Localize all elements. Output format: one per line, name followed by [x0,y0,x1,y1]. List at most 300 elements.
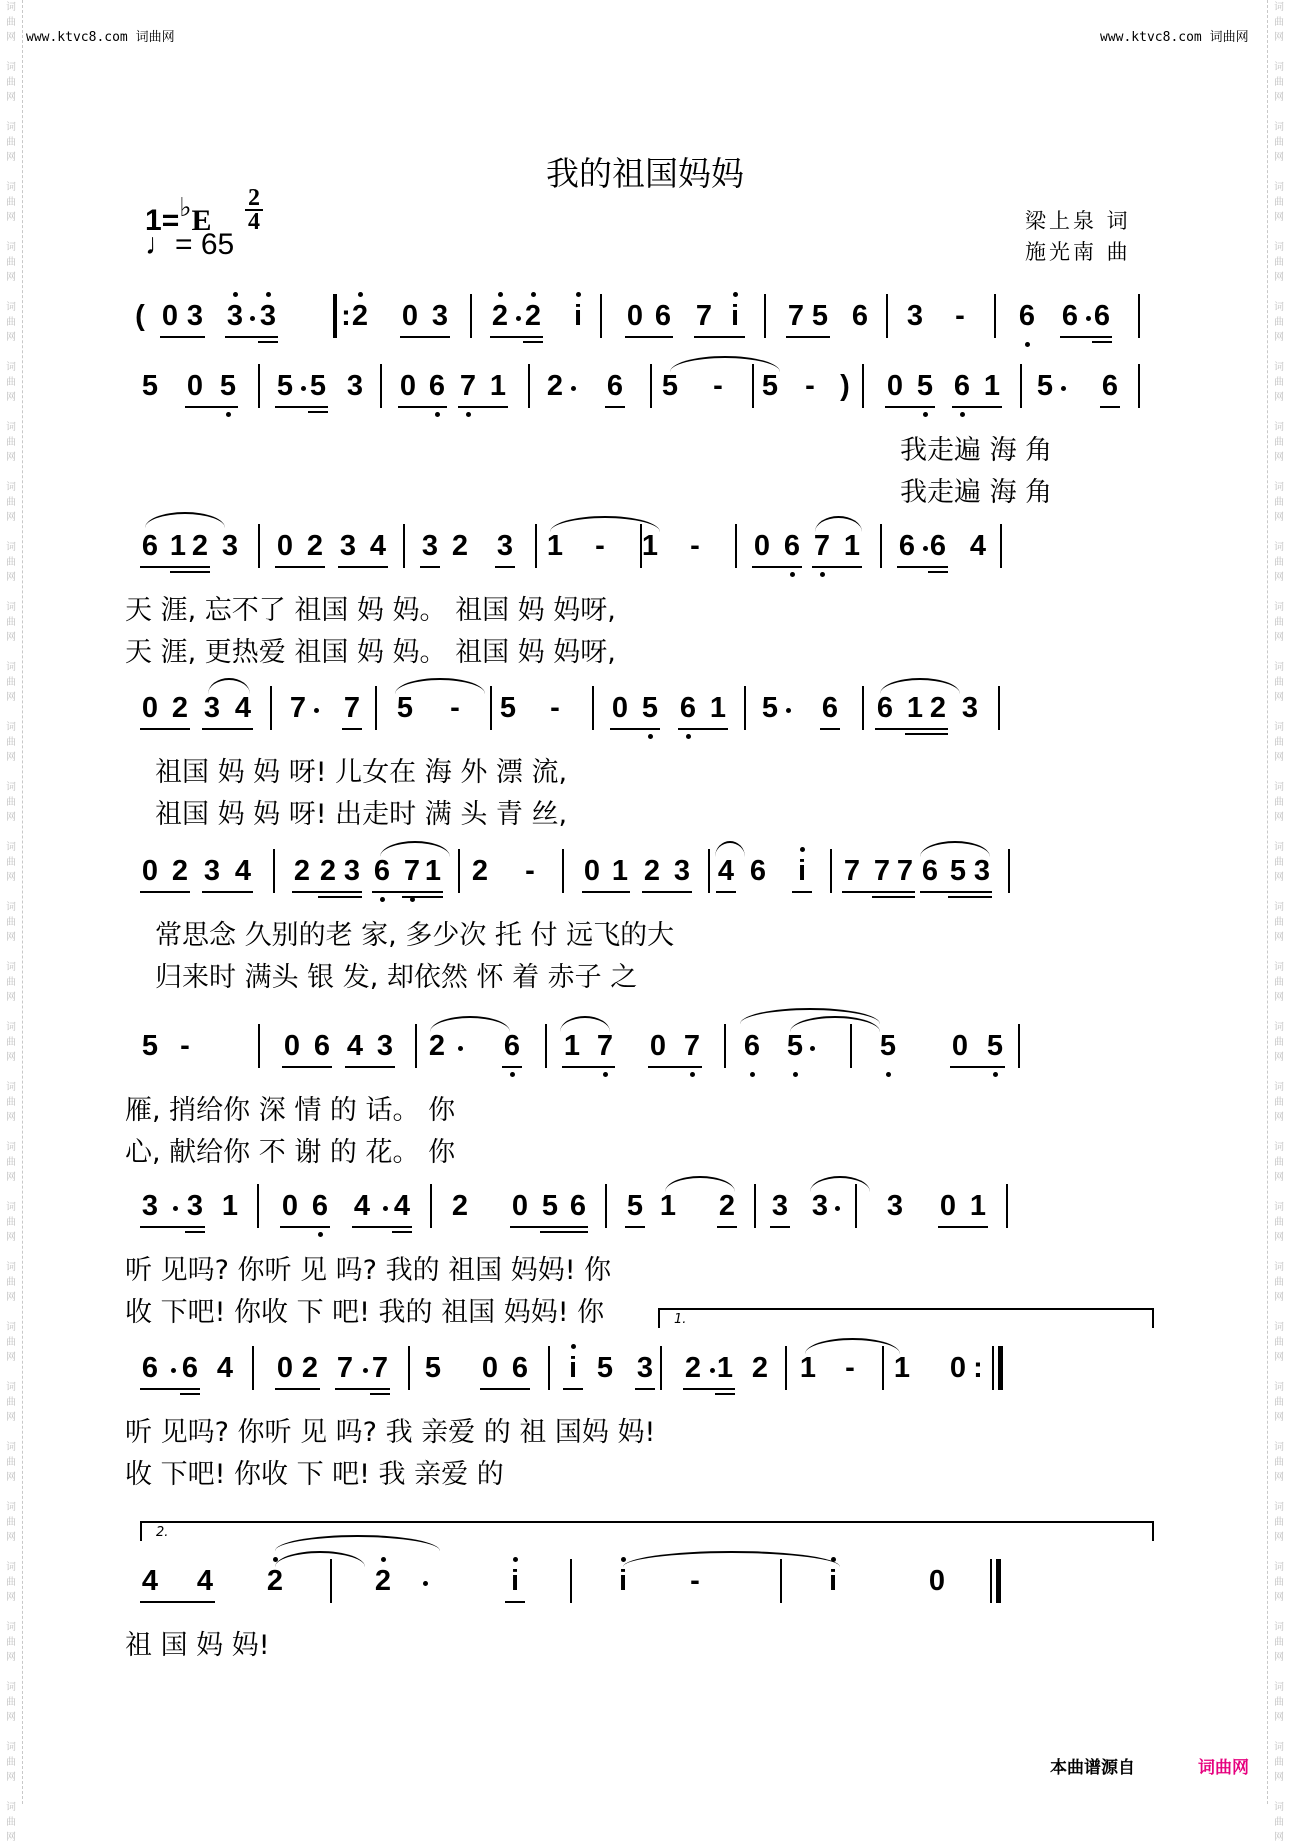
beam-underline [1092,341,1112,343]
note: 6 [749,855,767,887]
augmentation-dot [786,708,791,713]
note: 2 [171,692,189,724]
beam-underline [458,406,508,408]
note: 4 [369,530,387,562]
note: 5 [396,692,414,724]
note: 0 [141,692,159,724]
note: 6 [1061,300,1079,332]
bar-line [258,1024,260,1068]
octave-up-dot [381,1557,386,1562]
note: 0 [949,1352,967,1384]
bar-line [528,364,530,408]
watermark-text: 词 曲 网 [6,902,16,943]
note: 7 [596,1030,614,1062]
watermark-text: 词 曲 网 [6,422,16,463]
beam-underline [842,891,915,893]
watermark-text: 词 曲 网 [6,722,16,763]
note: 7 [371,1352,389,1384]
watermark-text: 词 曲 网 [6,782,16,823]
note: 1 [563,1030,581,1062]
note: 2 [546,370,564,402]
note: 3 [961,692,979,724]
note: 2 [293,855,311,887]
note: - [525,855,535,887]
note: 4 [969,530,987,562]
bar-line [562,849,564,893]
augmentation-dot [171,1368,176,1373]
note: 4 [346,1030,364,1062]
note: 0 [649,1030,667,1062]
note: 6 [783,530,801,562]
bar-line [1020,364,1022,408]
beam-underline [694,336,745,338]
beam-underline [140,728,190,730]
note: 1 [893,1352,911,1384]
bar-line [605,1184,607,1228]
footer-source-label: 本曲谱源自 [1050,1758,1135,1778]
watermark-text: 词 曲 网 [1274,2,1284,43]
note: 1 [983,370,1001,402]
bar-line [992,1346,994,1390]
bar-line [996,1559,1001,1603]
note: 3 [906,300,924,332]
beam-underline [523,341,543,343]
beam-underline [820,728,840,730]
note: 0 [186,370,204,402]
note: - [690,1565,700,1597]
bar-line [273,849,275,893]
lyric-text: 我走遍 海 角 [900,477,1053,508]
beam-underline [770,1226,790,1228]
watermark-text: 词 曲 网 [6,1802,16,1843]
augmentation-dot [835,1206,840,1211]
octave-down-dot [960,412,965,417]
beam-underline [502,1066,522,1068]
lyric-text: 祖国 妈 妈 呀! 儿女在 海 外 漂 流, [155,757,568,788]
watermark-text: 词 曲 网 [1274,542,1284,583]
left-watermark-strip [0,0,23,1843]
lyric-text: 天 涯, 更热爱 祖国 妈 妈。 祖国 妈 妈呀, [125,637,616,668]
beam-underline [610,728,660,730]
watermark-text: 词 曲 网 [1274,1502,1284,1543]
octave-down-dot [750,1072,755,1077]
bar-line [570,1559,572,1603]
octave-up-dot [733,292,738,297]
beam-underline [505,1601,525,1603]
beam-underline [140,891,190,893]
lyric-text: 归来时 满头 银 发, 却依然 怀 着 赤子 之 [155,962,638,993]
note: 5 [879,1030,897,1062]
bar-line [408,1346,410,1390]
watermark-text: 词 曲 网 [1274,1562,1284,1603]
augmentation-dot [571,386,576,391]
bar-line [1006,1184,1008,1228]
note: 2 [451,530,469,562]
watermark-text: 词 曲 网 [1274,902,1284,943]
note: 4 [717,855,735,887]
bar-line [258,524,260,568]
beam-underline [540,1231,588,1233]
note: 1 [906,692,924,724]
octave-down-dot [466,412,471,417]
note: 2 [319,855,337,887]
note: 2 [171,855,189,887]
note: i [568,1352,578,1384]
note: i [573,300,583,332]
note: 3 [376,1030,394,1062]
score-line [125,1190,1150,1328]
lyric-text: 听 见吗? 你听 见 吗? 我 亲爱 的 祖 国妈 妈! [125,1417,656,1448]
beam-underline [225,336,278,338]
note: 5 [761,370,779,402]
watermark-text: 词 曲 网 [1274,782,1284,823]
note: 5 [1036,370,1054,402]
note: 2 [351,300,369,332]
octave-down-dot [686,734,691,739]
watermark-text: 词 曲 网 [6,362,16,403]
bar-line [1138,294,1140,338]
note: 2 [451,1190,469,1222]
note: 0 [399,370,417,402]
footer-brand-link[interactable]: 词曲网 [1198,1758,1249,1778]
octave-down-dot [993,1072,998,1077]
beam-underline [563,1388,583,1390]
augmentation-dot [250,316,255,321]
bar-line [1000,524,1002,568]
augmentation-dot [173,1206,178,1211]
note: 0 [161,300,179,332]
watermark-text: 词 曲 网 [6,482,16,523]
note: 2 [191,530,209,562]
watermark-text: 词 曲 网 [1274,1622,1284,1663]
beam-underline [180,1393,200,1395]
note: i [797,855,807,887]
octave-up-dot [358,292,363,297]
note: 6 [898,530,916,562]
note: 6 [373,855,391,887]
note: 2 [643,855,661,887]
score-line [125,1030,1150,1168]
beam-underline [140,566,210,568]
octave-up-dot [531,292,536,297]
lyric-text: 常思念 久别的老 家, 多少次 托 付 远飞的大 [155,920,675,951]
bar-line [470,294,472,338]
watermark-text: 词 曲 网 [1274,1682,1284,1723]
beam-underline [495,566,515,568]
beam-underline [292,891,362,893]
lyric-text: 收 下吧! 你收 下 吧! 我 亲爱 的 [125,1459,504,1490]
beam-underline [510,1226,588,1228]
watermark-text: 词 曲 网 [1274,302,1284,343]
octave-up-dot [831,1557,836,1562]
note: 0 [939,1190,957,1222]
note: - [595,530,605,562]
note: 6 [428,370,446,402]
watermark-text: 词 曲 网 [6,2,16,43]
bar-line [1018,1024,1020,1068]
note: i [510,1565,520,1597]
watermark-text: 词 曲 网 [6,1502,16,1543]
note: 7 [289,692,307,724]
note: 3 [886,1190,904,1222]
beam-underline [400,336,450,338]
beam-underline [160,336,205,338]
beam-underline [1060,336,1112,338]
note: 1 [546,530,564,562]
note: 6 [929,530,947,562]
note: 0 [141,855,159,887]
note: 3 [421,530,439,562]
watermark-text: 词 曲 网 [1274,1202,1284,1243]
note: 1 [969,1190,987,1222]
watermark-text: 词 曲 网 [6,1562,16,1603]
watermark-text: 词 曲 网 [1274,1742,1284,1783]
beam-underline [185,406,238,408]
note: 0 [886,370,904,402]
note: 1 [716,1352,734,1384]
score-line [140,692,1150,830]
note: 7 [896,855,914,887]
watermark-text: 词 曲 网 [6,1262,16,1303]
watermark-text: 词 曲 网 [6,1202,16,1243]
octave-up-dot [233,292,238,297]
watermark-text: 词 曲 网 [6,1142,16,1183]
watermark-text: 词 曲 网 [1274,62,1284,103]
augmentation-dot [1086,316,1091,321]
note: 6 [181,1352,199,1384]
beam-underline [625,336,673,338]
note: 1 [489,370,507,402]
key-signature: 1=♭E [145,192,212,237]
bar-line [735,524,737,568]
note: 4 [216,1352,234,1384]
watermark-text: 词 曲 网 [6,662,16,703]
song-title: 我的祖国妈妈 [546,154,744,193]
note: 5 [424,1352,442,1384]
bar-line [752,364,754,408]
beam-underline [402,896,443,898]
note: 6 [503,1030,521,1062]
note: 5 [141,370,159,402]
beam-underline [308,411,328,413]
beam-underline [352,1226,412,1228]
note: 6 [311,1190,329,1222]
note: - [180,1030,190,1062]
watermark-text: 词 曲 网 [6,1382,16,1423]
lyric-text: 祖 国 妈 妈! [125,1630,270,1661]
score-line [135,300,1150,360]
watermark-text: 词 曲 网 [6,1082,16,1123]
octave-up-dot [576,292,581,297]
note: - [713,370,723,402]
note: 7 [695,300,713,332]
augmentation-dot [314,708,319,713]
note: 5 [761,692,779,724]
volta-bracket: 1. [658,1308,1154,1328]
beam-underline [950,1066,1005,1068]
note: 3 [203,855,221,887]
octave-down-dot [790,572,795,577]
note: 6 [654,300,672,332]
slur [623,1551,840,1567]
beam-underline [335,1388,390,1390]
bar-line [882,1346,884,1390]
bar-line [764,294,766,338]
octave-up-dot [498,292,503,297]
octave-down-dot [690,1072,695,1077]
beam-underline [582,891,630,893]
note: 0 [611,692,629,724]
octave-down-dot [793,1072,798,1077]
note: 5 [916,370,934,402]
quarter-note-icon: ♩ [145,228,175,261]
note: 1 [424,855,442,887]
note: - [955,300,965,332]
note: 0 [951,1030,969,1062]
watermark-text: 词 曲 网 [6,62,16,103]
beam-underline [683,1388,735,1390]
note: 4 [141,1565,159,1597]
score-line [140,855,1150,993]
note: 3 [973,855,991,887]
tempo-marking: ♩= 65 [145,228,235,261]
bar-line [535,524,537,568]
note: 5 [811,300,829,332]
note: 1 [611,855,629,887]
note: 6 [821,692,839,724]
flat-icon: ♭ [179,192,192,222]
augmentation-dot [458,1046,463,1051]
beam-underline [605,406,625,408]
beam-underline [345,1066,395,1068]
note: 3 [636,1352,654,1384]
octave-up-dot [513,1557,518,1562]
note: 0 [753,530,771,562]
note: 1 [843,530,861,562]
beam-underline [202,891,253,893]
note: 3 [496,530,514,562]
beam-underline [562,1066,615,1068]
note: 0 [626,300,644,332]
beam-underline [140,1601,215,1603]
note: 0 [583,855,601,887]
watermark-text: 词 曲 网 [6,302,16,343]
note: 6 [1101,370,1119,402]
note: 5 [641,692,659,724]
beam-underline [282,1066,332,1068]
octave-up-dot [571,1344,576,1349]
bar-line [380,364,382,408]
note: 6 [511,1352,529,1384]
watermark-text: 词 曲 网 [1274,722,1284,763]
bar-line [780,1559,782,1603]
note: 2 [306,530,324,562]
watermark-text: 词 曲 网 [1274,842,1284,883]
beam-underline [275,406,328,408]
note: 6 [921,855,939,887]
beam-underline [338,566,388,568]
bar-line [862,364,864,408]
note: 5 [309,370,327,402]
octave-up-dot [621,1557,626,1562]
bar-line [548,1346,550,1390]
watermark-text: 词 曲 网 [1274,1802,1284,1843]
bar-line [330,1559,332,1603]
beam-underline [715,1393,735,1395]
note: 1 [799,1352,817,1384]
bar-line [754,1184,756,1228]
bar-line [415,1024,417,1068]
bar-line [375,686,377,730]
note: 1 [221,1190,239,1222]
octave-down-dot [226,412,231,417]
bar-line [403,524,405,568]
beam-underline [920,891,992,893]
beam-underline [202,728,253,730]
note: 4 [234,692,252,724]
octave-up-dot [266,292,271,297]
bar-line [744,686,746,730]
note: 6 [141,1352,159,1384]
beam-underline [275,1388,320,1390]
beam-underline [372,891,443,893]
volta-bracket: 2. [140,1521,1154,1541]
beam-underline [905,733,948,735]
augmentation-dot [383,1206,388,1211]
note: 3 [343,855,361,887]
note: 7 [343,692,361,724]
note: - [805,370,815,402]
note: 0 [401,300,419,332]
watermark-text: 词 曲 网 [6,1682,16,1723]
watermark-text: 词 曲 网 [1274,962,1284,1003]
bar-line [545,1024,547,1068]
beam-underline [398,406,447,408]
note: i [828,1565,838,1597]
beam-underline [792,891,812,893]
watermark-text: 词 曲 网 [6,602,16,643]
note: 6 [679,692,697,724]
note: ( [135,300,145,332]
note: 6 [1018,300,1036,332]
note: - [450,692,460,724]
bar-line [252,1346,254,1390]
watermark-text: 词 曲 网 [1274,1022,1284,1063]
bar-line [660,1346,662,1390]
beam-underline [185,1231,205,1233]
note: 5 [661,370,679,402]
note: 5 [219,370,237,402]
note: : [341,300,351,332]
note: 2 [929,692,947,724]
augmentation-dot [423,1581,428,1586]
watermark-text: 词 曲 网 [6,842,16,883]
beam-underline [342,728,362,730]
watermark-text: 词 曲 网 [1274,482,1284,523]
note: 3 [431,300,449,332]
note: 5 [141,1030,159,1062]
right-watermark-strip [1267,0,1290,1843]
note: 6 [851,300,869,332]
note: 2 [266,1565,284,1597]
note: 4 [393,1190,411,1222]
note: 6 [953,370,971,402]
note: 3 [811,1190,829,1222]
lyric-text: 雁, 捎给你 深 情 的 话。 你 [125,1095,456,1126]
note: 1 [641,530,659,562]
octave-down-dot [435,412,440,417]
beam-underline [752,566,802,568]
